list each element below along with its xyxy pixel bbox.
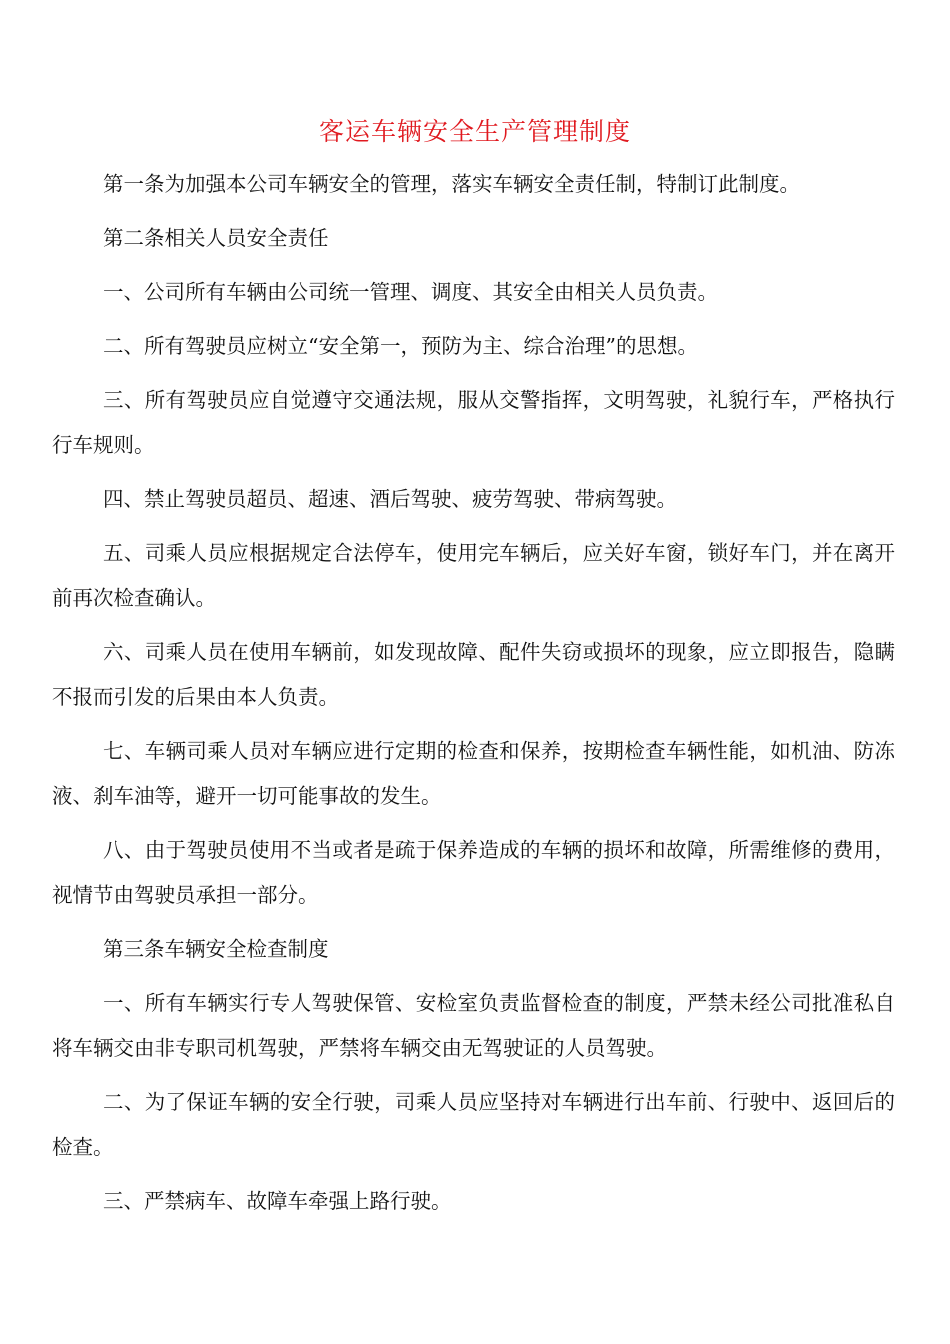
- paragraph-item-5: 五、司乘人员应根据规定合法停车，使用完车辆后，应关好车窗，锁好车门，并在离开前再次检查确认。: [52, 541, 895, 610]
- paragraph-item-7: 七、车辆司乘人员对车辆应进行定期的检查和保养，按期检查车辆性能，如机油、防冻液、刹车油等，避开一切可能事故的发生。: [52, 739, 895, 808]
- document-body: [52, 162, 895, 1233]
- paragraph-item-8: 八、由于驾驶员使用不当或者是疏于保养造成的车辆的损坏和故障，所需维修的费用，视情节由驾驶员承担一部分。: [52, 838, 895, 907]
- paragraph-item-1: 一、公司所有车辆由公司统一管理、调度、其安全由相关人员负责。: [103, 280, 718, 304]
- paragraph-item-6: 六、司乘人员在使用车辆前，如发现故障、配件失窃或损坏的现象，应立即报告，隐瞒不报而引发的后果由本人负责。: [52, 640, 895, 709]
- heading-article-2: 第二条相关人员安全责任: [103, 226, 329, 250]
- heading-article-3: 第三条车辆安全检查制度: [103, 937, 329, 961]
- paragraph-item-2: 二、所有驾驶员应树立“安全第一，预防为主、综合治理”的思想。: [103, 334, 698, 358]
- paragraph-article-1: 第一条为加强本公司车辆安全的管理，落实车辆安全责任制，特制订此制度。: [103, 172, 800, 196]
- paragraph-check-2: 二、为了保证车辆的安全行驶，司乘人员应坚持对车辆进行出车前、行驶中、返回后的检查。: [52, 1090, 895, 1159]
- paragraph-check-1: 一、所有车辆实行专人驾驶保管、安检室负责监督检查的制度，严禁未经公司批准私自将车辆交由非专职司机驾驶，严禁将车辆交由无驾驶证的人员驾驶。: [52, 991, 895, 1060]
- paragraph-item-4: 四、禁止驾驶员超员、超速、酒后驾驶、疲劳驾驶、带病驾驶。: [103, 487, 677, 511]
- paragraph-item-3: 三、所有驾驶员应自觉遵守交通法规，服从交警指挥，文明驾驶，礼貌行车，严格执行行车规则。: [52, 388, 895, 457]
- document-title: 客运车辆安全生产管理制度: [318, 117, 631, 146]
- paragraph-check-3: 三、严禁病车、故障车牵强上路行驶。: [103, 1189, 452, 1213]
